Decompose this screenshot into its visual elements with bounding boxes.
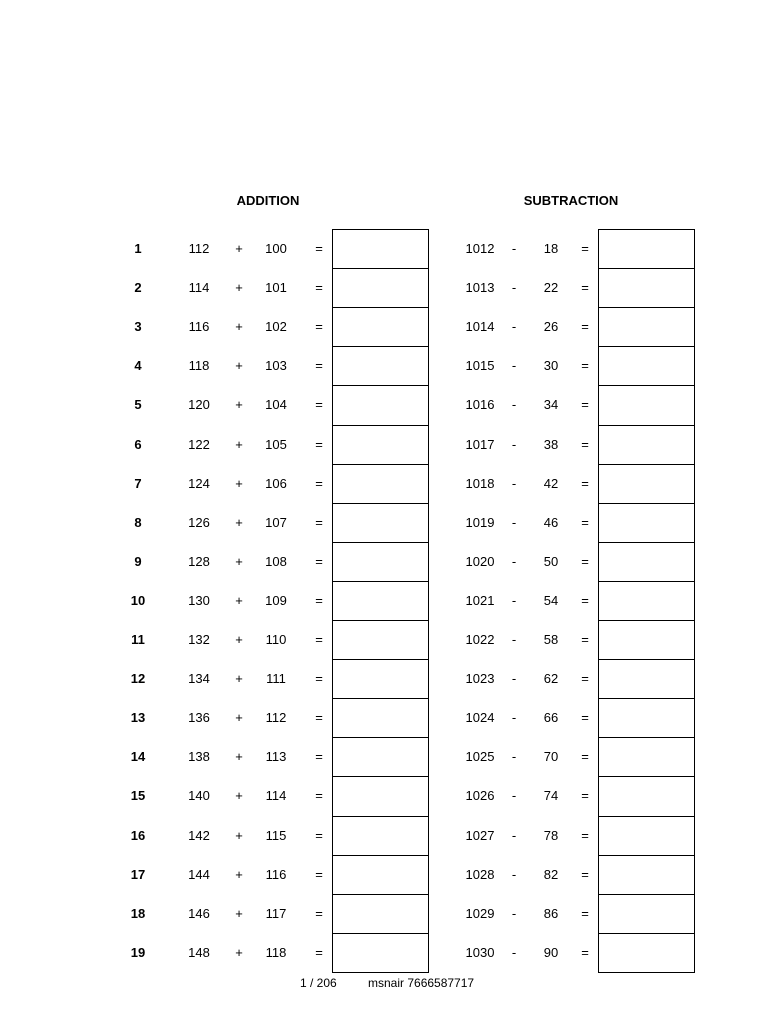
problem-number: 5 <box>134 397 142 412</box>
subtraction-answer-box[interactable] <box>598 542 695 581</box>
minuend: 1022 <box>465 632 495 647</box>
addend-2: 102 <box>265 319 287 334</box>
equals-sign: = <box>581 280 589 295</box>
addend-2: 117 <box>265 906 287 921</box>
minus-sign: - <box>511 945 517 960</box>
addend-1: 124 <box>188 476 210 491</box>
addend-1: 144 <box>188 867 210 882</box>
equals-sign: = <box>581 476 589 491</box>
minuend: 1013 <box>465 280 495 295</box>
addend-2: 112 <box>265 710 287 725</box>
addend-2: 116 <box>265 867 287 882</box>
addition-answer-box[interactable] <box>332 894 429 933</box>
subtrahend: 38 <box>543 437 559 452</box>
subtraction-answer-box[interactable] <box>598 933 695 973</box>
minuend: 1030 <box>465 945 495 960</box>
subtraction-answer-box[interactable] <box>598 894 695 933</box>
subtrahend: 70 <box>543 749 559 764</box>
subtrahend: 74 <box>543 788 559 803</box>
addend-1: 142 <box>188 828 210 843</box>
plus-sign: + <box>235 710 243 725</box>
equals-sign: = <box>315 241 323 256</box>
addition-answer-box[interactable] <box>332 346 429 385</box>
plus-sign: + <box>235 397 243 412</box>
addend-2: 110 <box>265 632 287 647</box>
problem-number: 17 <box>130 867 146 882</box>
minuend: 1020 <box>465 554 495 569</box>
addition-answer-box[interactable] <box>332 581 429 620</box>
equals-sign: = <box>581 945 589 960</box>
subtrahend: 66 <box>543 710 559 725</box>
addend-1: 120 <box>188 397 210 412</box>
subtraction-answer-box[interactable] <box>598 776 695 816</box>
equals-sign: = <box>581 358 589 373</box>
minuend: 1021 <box>465 593 495 608</box>
equals-sign: = <box>581 515 589 530</box>
subtraction-answer-box[interactable] <box>598 229 695 268</box>
equals-sign: = <box>581 632 589 647</box>
subtrahend: 42 <box>543 476 559 491</box>
plus-sign: + <box>235 671 243 686</box>
problem-number: 16 <box>130 828 146 843</box>
subtraction-answer-box[interactable] <box>598 346 695 385</box>
addition-answer-box[interactable] <box>332 698 429 737</box>
addend-1: 134 <box>188 671 210 686</box>
addend-1: 140 <box>188 788 210 803</box>
problem-number: 6 <box>134 437 142 452</box>
equals-sign: = <box>581 241 589 256</box>
equals-sign: = <box>315 358 323 373</box>
equals-sign: = <box>315 906 323 921</box>
equals-sign: = <box>315 671 323 686</box>
plus-sign: + <box>235 906 243 921</box>
plus-sign: + <box>235 437 243 452</box>
equals-sign: = <box>581 437 589 452</box>
minuend: 1025 <box>465 749 495 764</box>
subtraction-answer-box[interactable] <box>598 268 695 307</box>
minus-sign: - <box>511 280 517 295</box>
author-credit: msnair 7666587717 <box>368 976 475 990</box>
addend-2: 115 <box>265 828 287 843</box>
addend-2: 108 <box>265 554 287 569</box>
problem-number: 2 <box>134 280 142 295</box>
subtraction-heading: SUBTRACTION <box>523 193 619 208</box>
addition-answer-box[interactable] <box>332 229 429 268</box>
plus-sign: + <box>235 241 243 256</box>
addend-1: 126 <box>188 515 210 530</box>
addend-2: 113 <box>265 749 287 764</box>
addition-answer-box[interactable] <box>332 503 429 542</box>
addend-2: 114 <box>265 788 287 803</box>
plus-sign: + <box>235 945 243 960</box>
plus-sign: + <box>235 476 243 491</box>
addition-answer-box[interactable] <box>332 385 429 425</box>
subtrahend: 26 <box>543 319 559 334</box>
problem-number: 1 <box>134 241 142 256</box>
equals-sign: = <box>581 710 589 725</box>
plus-sign: + <box>235 632 243 647</box>
plus-sign: + <box>235 319 243 334</box>
equals-sign: = <box>581 671 589 686</box>
problem-number: 18 <box>130 906 146 921</box>
subtraction-answer-box[interactable] <box>598 307 695 346</box>
addition-answer-box[interactable] <box>332 542 429 581</box>
equals-sign: = <box>315 397 323 412</box>
addition-answer-box[interactable] <box>332 855 429 894</box>
plus-sign: + <box>235 749 243 764</box>
problem-number: 15 <box>130 788 146 803</box>
equals-sign: = <box>315 437 323 452</box>
plus-sign: + <box>235 593 243 608</box>
subtraction-answer-box[interactable] <box>598 385 695 425</box>
problem-number: 8 <box>134 515 142 530</box>
plus-sign: + <box>235 867 243 882</box>
addend-1: 130 <box>188 593 210 608</box>
subtraction-answer-box[interactable] <box>598 816 695 855</box>
equals-sign: = <box>581 867 589 882</box>
minus-sign: - <box>511 358 517 373</box>
plus-sign: + <box>235 515 243 530</box>
addition-answer-box[interactable] <box>332 659 429 698</box>
problem-number: 4 <box>134 358 142 373</box>
subtrahend: 22 <box>543 280 559 295</box>
equals-sign: = <box>581 593 589 608</box>
problem-number: 19 <box>130 945 146 960</box>
subtrahend: 78 <box>543 828 559 843</box>
equals-sign: = <box>581 906 589 921</box>
equals-sign: = <box>581 828 589 843</box>
subtraction-answer-box[interactable] <box>598 855 695 894</box>
plus-sign: + <box>235 280 243 295</box>
minuend: 1024 <box>465 710 495 725</box>
addend-1: 128 <box>188 554 210 569</box>
minuend: 1028 <box>465 867 495 882</box>
addend-1: 132 <box>188 632 210 647</box>
equals-sign: = <box>315 515 323 530</box>
plus-sign: + <box>235 788 243 803</box>
addend-1: 136 <box>188 710 210 725</box>
minus-sign: - <box>511 241 517 256</box>
subtraction-answer-box[interactable] <box>598 698 695 737</box>
addend-2: 107 <box>265 515 287 530</box>
addition-answer-box[interactable] <box>332 933 429 973</box>
subtrahend: 58 <box>543 632 559 647</box>
addend-1: 118 <box>188 358 210 373</box>
equals-sign: = <box>581 319 589 334</box>
subtrahend: 46 <box>543 515 559 530</box>
equals-sign: = <box>581 554 589 569</box>
subtraction-answer-box[interactable] <box>598 464 695 503</box>
minus-sign: - <box>511 828 517 843</box>
problem-number: 12 <box>130 671 146 686</box>
minuend: 1027 <box>465 828 495 843</box>
minuend: 1016 <box>465 397 495 412</box>
minus-sign: - <box>511 476 517 491</box>
minus-sign: - <box>511 554 517 569</box>
minus-sign: - <box>511 867 517 882</box>
equals-sign: = <box>315 749 323 764</box>
addend-2: 111 <box>266 671 286 686</box>
problem-number: 7 <box>134 476 142 491</box>
addition-answer-box[interactable] <box>332 464 429 503</box>
addend-1: 122 <box>188 437 210 452</box>
subtrahend: 90 <box>543 945 559 960</box>
addend-1: 138 <box>188 749 210 764</box>
addition-answer-box[interactable] <box>332 737 429 776</box>
addend-1: 114 <box>188 280 210 295</box>
minuend: 1023 <box>465 671 495 686</box>
subtrahend: 86 <box>543 906 559 921</box>
addition-answer-box[interactable] <box>332 425 429 464</box>
equals-sign: = <box>581 397 589 412</box>
equals-sign: = <box>315 280 323 295</box>
equals-sign: = <box>315 945 323 960</box>
addend-1: 116 <box>188 319 210 334</box>
subtrahend: 30 <box>543 358 559 373</box>
equals-sign: = <box>315 593 323 608</box>
equals-sign: = <box>315 632 323 647</box>
addend-2: 105 <box>265 437 287 452</box>
minus-sign: - <box>511 593 517 608</box>
minus-sign: - <box>511 397 517 412</box>
addend-2: 104 <box>265 397 287 412</box>
equals-sign: = <box>315 788 323 803</box>
subtrahend: 50 <box>543 554 559 569</box>
subtraction-answer-box[interactable] <box>598 620 695 659</box>
addend-2: 106 <box>265 476 287 491</box>
addend-2: 118 <box>265 945 287 960</box>
minuend: 1029 <box>465 906 495 921</box>
page-number: 1 / 206 <box>300 976 337 990</box>
problem-number: 13 <box>130 710 146 725</box>
addition-answer-box[interactable] <box>332 620 429 659</box>
addition-heading: ADDITION <box>236 193 300 208</box>
subtraction-answer-box[interactable] <box>598 581 695 620</box>
minuend: 1015 <box>465 358 495 373</box>
plus-sign: + <box>235 554 243 569</box>
addend-1: 112 <box>188 241 210 256</box>
minuend: 1012 <box>465 241 495 256</box>
addend-2: 103 <box>265 358 287 373</box>
minuend: 1014 <box>465 319 495 334</box>
subtrahend: 82 <box>543 867 559 882</box>
subtrahend: 54 <box>543 593 559 608</box>
problem-number: 3 <box>134 319 142 334</box>
equals-sign: = <box>581 749 589 764</box>
equals-sign: = <box>315 476 323 491</box>
minuend: 1019 <box>465 515 495 530</box>
equals-sign: = <box>581 788 589 803</box>
addition-answer-box[interactable] <box>332 307 429 346</box>
minus-sign: - <box>511 710 517 725</box>
minus-sign: - <box>511 788 517 803</box>
equals-sign: = <box>315 554 323 569</box>
minuend: 1017 <box>465 437 495 452</box>
problem-number: 14 <box>130 749 146 764</box>
minus-sign: - <box>511 671 517 686</box>
addend-2: 101 <box>265 280 287 295</box>
equals-sign: = <box>315 319 323 334</box>
subtrahend: 34 <box>543 397 559 412</box>
addend-2: 109 <box>265 593 287 608</box>
problem-number: 9 <box>134 554 142 569</box>
subtraction-answer-box[interactable] <box>598 737 695 776</box>
subtrahend: 18 <box>543 241 559 256</box>
subtraction-answer-box[interactable] <box>598 425 695 464</box>
problem-number: 11 <box>131 632 145 647</box>
minus-sign: - <box>511 749 517 764</box>
equals-sign: = <box>315 867 323 882</box>
minuend: 1018 <box>465 476 495 491</box>
plus-sign: + <box>235 828 243 843</box>
addition-answer-box[interactable] <box>332 776 429 816</box>
addend-1: 146 <box>188 906 210 921</box>
addend-2: 100 <box>265 241 287 256</box>
minuend: 1026 <box>465 788 495 803</box>
subtrahend: 62 <box>543 671 559 686</box>
equals-sign: = <box>315 710 323 725</box>
equals-sign: = <box>315 828 323 843</box>
problem-number: 10 <box>130 593 146 608</box>
minus-sign: - <box>511 515 517 530</box>
minus-sign: - <box>511 437 517 452</box>
addend-1: 148 <box>188 945 210 960</box>
minus-sign: - <box>511 906 517 921</box>
addition-answer-box[interactable] <box>332 816 429 855</box>
subtraction-answer-box[interactable] <box>598 503 695 542</box>
plus-sign: + <box>235 358 243 373</box>
minus-sign: - <box>511 319 517 334</box>
minus-sign: - <box>511 632 517 647</box>
subtraction-answer-box[interactable] <box>598 659 695 698</box>
addition-answer-box[interactable] <box>332 268 429 307</box>
